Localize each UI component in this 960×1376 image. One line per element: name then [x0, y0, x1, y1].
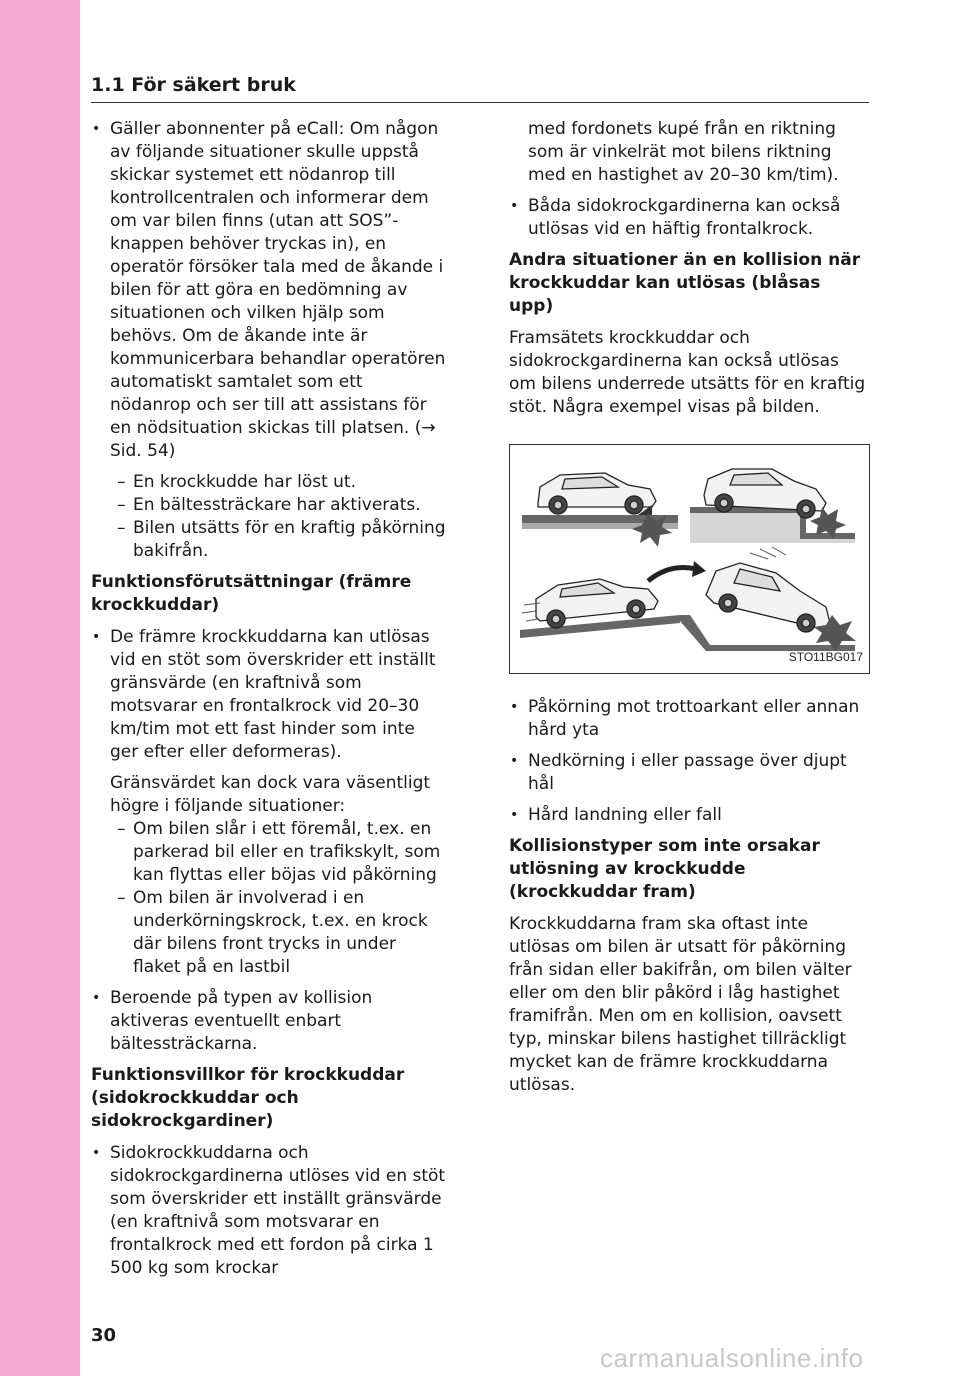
subheading: Funktionsförutsättningar (främre krockkuddar) — [91, 572, 412, 615]
subheading: Funktionsvillkor för krockkuddar (sidokrockkuddar och sidokrockgardiner) — [91, 1065, 405, 1131]
paragraph: Krockkuddarna fram ska oftast inte utlösas om bilen är utsatt för påkörning från sidan eller bakifrån, om bilen välter eller om den blir påkörd i låg hastighet framifrån. Men om en kollision, oavsett typ, minskar bilens hastighet tillräckligt mycket kan de främre krockkuddarna utlösas. — [509, 914, 852, 1095]
side-color-band — [0, 0, 80, 1376]
car-icon — [706, 563, 830, 632]
list-item: • Båda sidokrockgardinerna kan också utlösas vid en häftig frontalkrock. — [509, 195, 869, 241]
page-number: 30 — [91, 1325, 117, 1346]
sub-list-item: – En krockkudde har löst ut. — [91, 471, 446, 494]
list-item-continuation: Gränsvärdet kan dock vara väsentligt högre i följande situationer: — [110, 773, 431, 816]
illustration-svg — [510, 445, 868, 672]
list-item: • Gäller abonnenter på eCall: Om någon av följande situationer skulle uppstå skickar systemet ett nödanrop till kontrollcentralen och informerar dem om var bilen finns (utan att SOS”-knappen behöver tryckas in), en operatör försöker tala med de åkande i bilen för att göra en bedömning av situationen och vilken hjälp som behövs. Om de åkande inte är kommunicerbara behandlar operatören automatiskt samtalet som ett nödanrop och ser till att assistans för en nödsituation skickas till platsen. (→ Sid. 54) — [91, 118, 446, 463]
car-icon — [538, 473, 656, 514]
airbag-deployment-illustration — [509, 444, 870, 674]
list-item: • Sidokrockkuddarna och sidokrockgardinerna utlöses vid en stöt som överskrider ett inställt gränsvärde (en kraftnivå som motsvarar en frontalkrock med ett fordon på cirka 1 500 kg som krockar — [91, 1142, 446, 1280]
subheading: Kollisionstyper som inte orsakar utlösning av krockkudde (krockkuddar fram) — [509, 836, 820, 902]
sub-list-item: – En bältessträckare har aktiverats. — [91, 494, 446, 517]
arrow-icon — [648, 568, 696, 582]
header-divider — [91, 102, 869, 103]
subheading: Andra situationer än en kollision när krockkuddar kan utlösas (blåsas upp) — [509, 250, 861, 316]
paragraph: Framsätets krockkuddar och sidokrockgardinerna kan också utlösas om bilens underrede utsätts för en kraftig stöt. Några exempel visas på bilden. — [509, 328, 866, 417]
watermark: carmanualsonline.info — [600, 1343, 864, 1373]
list-item-continuation: med fordonets kupé från en riktning som är vinkelrät mot bilens riktning med en hastighet av 20–30 km/tim). — [528, 119, 839, 185]
right-column — [509, 118, 869, 1105]
list-item: • Nedkörning i eller passage över djupt hål — [509, 750, 869, 796]
list-item: • Hård landning eller fall — [509, 804, 869, 827]
sub-list-item: – Om bilen slår i ett föremål, t.ex. en parkerad bil eller en trafikskylt, som kan flyttas eller böjas vid påkörning — [91, 818, 446, 887]
sub-list-item: – Om bilen är involverad i en underkörningskrock, t.ex. en krock där bilens front trycks in under flaket på en lastbil — [91, 887, 446, 979]
sub-list — [91, 471, 446, 563]
sub-list — [91, 818, 446, 979]
list-item: • De främre krockkuddarna kan utlösas vid en stöt som överskrider ett inställt gränsvärde (en kraftnivå som motsvarar en frontalkrock vid 20–30 km/tim mot ett fast hinder som inte ger efter eller deformeras). — [91, 626, 446, 764]
list-item: • Påkörning mot trottoarkant eller annan hård yta — [509, 696, 869, 742]
left-column — [91, 118, 446, 1288]
section-title: 1.1 För säkert bruk — [91, 74, 296, 96]
figure-code: STO11BG017 — [788, 650, 863, 664]
list-item: • Beroende på typen av kollision aktiveras eventuellt enbart bältessträckarna. — [91, 987, 446, 1056]
sub-list-item: – Bilen utsätts för en kraftig påkörning bakifrån. — [91, 517, 446, 563]
